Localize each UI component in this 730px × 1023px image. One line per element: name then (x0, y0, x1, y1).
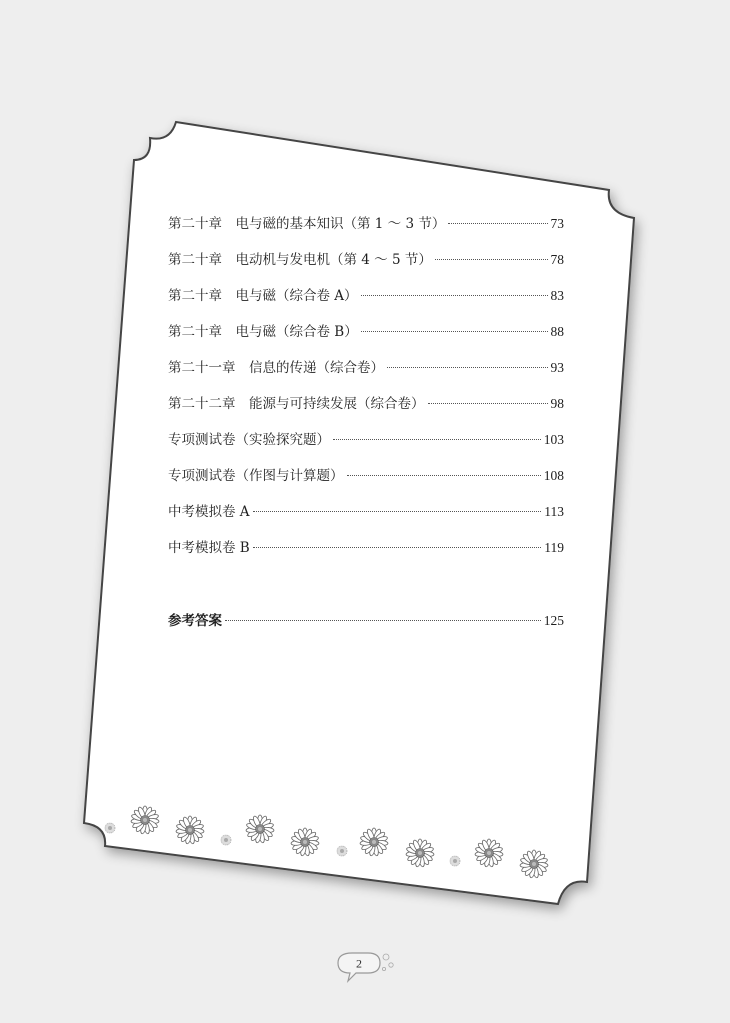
toc-entry-page: 78 (550, 252, 564, 267)
page-number-badge (334, 947, 398, 991)
toc-leader-dots (361, 331, 548, 332)
toc-leader-dots (435, 259, 548, 260)
toc-entry-title: 第二十章 电与磁（综合卷 B） (168, 324, 358, 340)
toc-entry[interactable] (168, 321, 564, 343)
toc-leader-dots (333, 439, 541, 440)
toc-entry-title: 第二十二章 能源与可持续发展（综合卷） (168, 396, 425, 412)
speech-bubble-icon (334, 947, 398, 987)
toc-leader-dots (225, 620, 541, 621)
toc-entry-page: 93 (550, 360, 564, 375)
toc-entry-page: 73 (550, 216, 564, 231)
toc-entry-page: 88 (550, 324, 564, 339)
toc-leader-dots (253, 547, 542, 548)
daisy-flower-icon (337, 846, 347, 856)
toc-entry-title: 第二十章 电与磁（综合卷 A） (168, 288, 358, 304)
toc-entry-title: 第二十章 电与磁的基本知识（第 1 ～ 3 节） (168, 216, 446, 232)
toc-entry-page: 103 (543, 432, 564, 447)
toc-entry-title: 中考模拟卷 B (168, 540, 250, 556)
toc-leader-dots (387, 367, 548, 368)
toc-entry-page: 113 (544, 504, 564, 519)
daisy-flower-icon (105, 823, 115, 833)
toc-entry-page: 83 (550, 288, 564, 303)
daisy-flower-icon (221, 835, 231, 845)
toc-entry-page: 98 (550, 396, 564, 411)
toc-entry[interactable] (168, 213, 564, 235)
toc-entry-title: 中考模拟卷 A (168, 504, 250, 520)
toc-entry[interactable] (168, 501, 564, 523)
toc-entry-page: 108 (543, 468, 564, 483)
sparkle-flower-icon (382, 954, 393, 971)
toc-entry-answers[interactable] (168, 610, 564, 632)
toc-entry[interactable] (168, 357, 564, 379)
toc-entry[interactable] (168, 537, 564, 559)
toc-entry-title: 第二十章 电动机与发电机（第 4 ～ 5 节） (168, 252, 432, 268)
toc-entry[interactable] (168, 465, 564, 487)
toc-entry-title: 第二十一章 信息的传递（综合卷） (168, 360, 384, 376)
toc-entry[interactable] (168, 249, 564, 271)
daisy-flower-icon (450, 856, 460, 866)
toc-entry-title: 专项测试卷（作图与计算题） (168, 468, 344, 484)
toc-leader-dots (448, 223, 547, 224)
toc-entry[interactable] (168, 429, 564, 451)
toc-answers-page: 125 (543, 613, 564, 628)
toc-leader-dots (347, 475, 541, 476)
toc-leader-dots (428, 403, 548, 404)
toc-entry[interactable] (168, 393, 564, 415)
toc-entry[interactable] (168, 285, 564, 307)
toc-entry-page: 119 (544, 540, 564, 555)
toc-entry-title: 专项测试卷（实验探究题） (168, 432, 330, 448)
toc-leader-dots (253, 511, 542, 512)
page-number: 2 (356, 956, 362, 971)
toc-leader-dots (361, 295, 548, 296)
toc-answers-title: 参考答案 (168, 613, 222, 629)
